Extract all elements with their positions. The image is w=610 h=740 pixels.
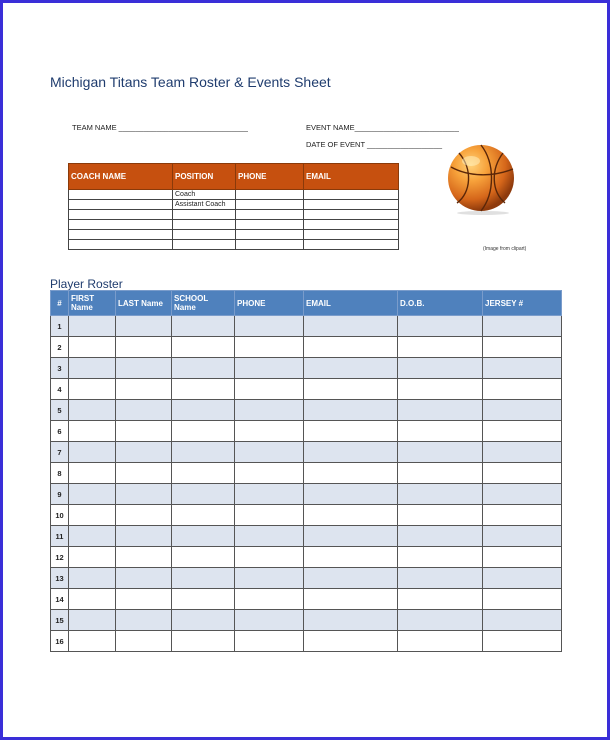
roster-cell[interactable] bbox=[172, 421, 235, 442]
coach-table-cell[interactable] bbox=[69, 240, 173, 250]
roster-header-cell: # bbox=[51, 291, 69, 316]
roster-row bbox=[51, 379, 562, 400]
roster-cell[interactable] bbox=[116, 358, 172, 379]
coach-table-cell[interactable] bbox=[236, 200, 304, 210]
coach-table-cell[interactable] bbox=[69, 200, 173, 210]
roster-cell[interactable] bbox=[116, 631, 172, 652]
roster-cell[interactable] bbox=[235, 379, 304, 400]
coach-header-cell: COACH NAME bbox=[69, 164, 173, 190]
row-number: 4 bbox=[51, 379, 69, 400]
roster-cell[interactable] bbox=[483, 589, 562, 610]
roster-cell[interactable] bbox=[398, 337, 483, 358]
roster-row bbox=[51, 337, 562, 358]
roster-row bbox=[51, 484, 562, 505]
roster-cell[interactable] bbox=[304, 547, 398, 568]
coach-table-cell[interactable]: Assistant Coach bbox=[173, 200, 236, 210]
roster-cell[interactable] bbox=[69, 568, 116, 589]
coach-table bbox=[68, 163, 399, 250]
roster-cell[interactable] bbox=[483, 526, 562, 547]
roster-cell[interactable] bbox=[235, 526, 304, 547]
team-name-field[interactable]: TEAM NAME _______________________________ bbox=[72, 123, 248, 132]
roster-cell[interactable] bbox=[483, 358, 562, 379]
coach-table-cell[interactable] bbox=[173, 220, 236, 230]
roster-cell[interactable] bbox=[304, 379, 398, 400]
roster-cell[interactable] bbox=[398, 316, 483, 337]
coach-table-cell[interactable] bbox=[304, 230, 399, 240]
roster-table-header bbox=[51, 291, 562, 316]
roster-cell[interactable] bbox=[483, 421, 562, 442]
coach-table-cell[interactable] bbox=[173, 230, 236, 240]
roster-cell[interactable] bbox=[483, 442, 562, 463]
row-number: 15 bbox=[51, 610, 69, 631]
row-number: 8 bbox=[51, 463, 69, 484]
coach-table-cell[interactable] bbox=[304, 210, 399, 220]
roster-row bbox=[51, 316, 562, 337]
roster-row bbox=[51, 568, 562, 589]
roster-cell[interactable] bbox=[69, 442, 116, 463]
coach-table-cell[interactable] bbox=[304, 200, 399, 210]
coach-table-row bbox=[69, 200, 399, 210]
roster-cell[interactable] bbox=[116, 484, 172, 505]
row-number: 9 bbox=[51, 484, 69, 505]
roster-header-cell: LAST Name bbox=[116, 291, 172, 316]
roster-cell[interactable] bbox=[235, 421, 304, 442]
roster-cell[interactable] bbox=[304, 631, 398, 652]
coach-table-cell[interactable] bbox=[236, 220, 304, 230]
roster-cell[interactable] bbox=[116, 547, 172, 568]
roster-header-cell: EMAIL bbox=[304, 291, 398, 316]
roster-cell[interactable] bbox=[398, 484, 483, 505]
roster-cell[interactable] bbox=[304, 568, 398, 589]
roster-cell[interactable] bbox=[483, 505, 562, 526]
roster-cell[interactable] bbox=[304, 316, 398, 337]
roster-header-cell: FIRST Name bbox=[69, 291, 116, 316]
roster-cell[interactable] bbox=[304, 400, 398, 421]
roster-cell[interactable] bbox=[116, 421, 172, 442]
row-number: 16 bbox=[51, 631, 69, 652]
row-number: 13 bbox=[51, 568, 69, 589]
coach-table-cell[interactable] bbox=[236, 190, 304, 200]
roster-cell[interactable] bbox=[398, 610, 483, 631]
roster-title: Player Roster bbox=[50, 277, 123, 291]
roster-cell[interactable] bbox=[116, 316, 172, 337]
roster-cell[interactable] bbox=[172, 463, 235, 484]
roster-cell[interactable] bbox=[172, 547, 235, 568]
roster-cell[interactable] bbox=[304, 463, 398, 484]
roster-cell[interactable] bbox=[172, 358, 235, 379]
roster-cell[interactable] bbox=[398, 547, 483, 568]
row-number: 7 bbox=[51, 442, 69, 463]
roster-cell[interactable] bbox=[398, 568, 483, 589]
roster-cell[interactable] bbox=[116, 610, 172, 631]
coach-table-cell[interactable] bbox=[69, 210, 173, 220]
coach-table-cell[interactable] bbox=[236, 240, 304, 250]
row-number: 12 bbox=[51, 547, 69, 568]
roster-cell[interactable] bbox=[304, 358, 398, 379]
coach-table-row bbox=[69, 240, 399, 250]
coach-table-cell[interactable] bbox=[69, 220, 173, 230]
roster-cell[interactable] bbox=[235, 505, 304, 526]
roster-cell[interactable] bbox=[398, 463, 483, 484]
coach-table-row bbox=[69, 230, 399, 240]
roster-cell[interactable] bbox=[235, 631, 304, 652]
roster-header-cell: SCHOOL Name bbox=[172, 291, 235, 316]
roster-cell[interactable] bbox=[398, 589, 483, 610]
roster-cell[interactable] bbox=[69, 358, 116, 379]
roster-cell[interactable] bbox=[172, 484, 235, 505]
row-number: 6 bbox=[51, 421, 69, 442]
roster-cell[interactable] bbox=[235, 463, 304, 484]
roster-row bbox=[51, 442, 562, 463]
roster-cell[interactable] bbox=[116, 379, 172, 400]
roster-cell[interactable] bbox=[235, 316, 304, 337]
coach-table-cell[interactable] bbox=[173, 210, 236, 220]
roster-cell[interactable] bbox=[172, 568, 235, 589]
roster-cell[interactable] bbox=[304, 610, 398, 631]
roster-cell[interactable] bbox=[172, 505, 235, 526]
roster-cell[interactable] bbox=[69, 526, 116, 547]
player-roster-table bbox=[50, 290, 562, 652]
roster-cell[interactable] bbox=[172, 589, 235, 610]
roster-row bbox=[51, 463, 562, 484]
roster-cell[interactable] bbox=[304, 442, 398, 463]
roster-cell[interactable] bbox=[483, 568, 562, 589]
coach-header-cell: PHONE bbox=[236, 164, 304, 190]
roster-cell[interactable] bbox=[116, 589, 172, 610]
roster-cell[interactable] bbox=[304, 337, 398, 358]
roster-cell[interactable] bbox=[172, 442, 235, 463]
roster-cell[interactable] bbox=[398, 421, 483, 442]
roster-cell[interactable] bbox=[483, 610, 562, 631]
roster-cell[interactable] bbox=[483, 631, 562, 652]
row-number: 10 bbox=[51, 505, 69, 526]
roster-cell[interactable] bbox=[483, 484, 562, 505]
row-number: 1 bbox=[51, 316, 69, 337]
roster-header-cell: PHONE bbox=[235, 291, 304, 316]
roster-cell[interactable] bbox=[69, 421, 116, 442]
roster-cell[interactable] bbox=[483, 547, 562, 568]
coach-table-cell[interactable] bbox=[304, 240, 399, 250]
coach-table-cell[interactable] bbox=[304, 190, 399, 200]
roster-cell[interactable] bbox=[235, 358, 304, 379]
roster-cell[interactable] bbox=[69, 316, 116, 337]
coach-table-row bbox=[69, 220, 399, 230]
roster-cell[interactable] bbox=[398, 526, 483, 547]
roster-cell[interactable] bbox=[235, 337, 304, 358]
roster-cell[interactable] bbox=[69, 463, 116, 484]
roster-cell[interactable] bbox=[398, 631, 483, 652]
roster-cell[interactable] bbox=[235, 589, 304, 610]
roster-row bbox=[51, 547, 562, 568]
roster-cell[interactable] bbox=[398, 505, 483, 526]
roster-cell[interactable] bbox=[69, 400, 116, 421]
event-name-field[interactable]: EVENT NAME_________________________ bbox=[306, 123, 459, 132]
roster-cell[interactable] bbox=[69, 505, 116, 526]
row-number: 14 bbox=[51, 589, 69, 610]
roster-row bbox=[51, 526, 562, 547]
roster-cell[interactable] bbox=[116, 526, 172, 547]
roster-cell[interactable] bbox=[304, 484, 398, 505]
coach-table-cell[interactable] bbox=[69, 190, 173, 200]
roster-cell[interactable] bbox=[116, 505, 172, 526]
roster-cell[interactable] bbox=[172, 337, 235, 358]
roster-cell[interactable] bbox=[69, 337, 116, 358]
roster-cell[interactable] bbox=[235, 610, 304, 631]
roster-cell[interactable] bbox=[116, 568, 172, 589]
document-title: Michigan Titans Team Roster & Events Sheet bbox=[50, 74, 331, 90]
row-number: 11 bbox=[51, 526, 69, 547]
roster-cell[interactable] bbox=[69, 589, 116, 610]
roster-row bbox=[51, 400, 562, 421]
roster-cell[interactable] bbox=[483, 400, 562, 421]
roster-cell[interactable] bbox=[483, 316, 562, 337]
roster-row bbox=[51, 358, 562, 379]
roster-cell[interactable] bbox=[172, 379, 235, 400]
roster-header-cell: D.O.B. bbox=[398, 291, 483, 316]
date-of-event-field[interactable]: DATE OF EVENT __________________ bbox=[306, 140, 443, 149]
roster-header-cell: JERSEY # bbox=[483, 291, 562, 316]
roster-cell[interactable] bbox=[69, 484, 116, 505]
coach-header-cell: POSITION bbox=[173, 164, 236, 190]
roster-cell[interactable] bbox=[172, 610, 235, 631]
roster-row bbox=[51, 589, 562, 610]
roster-cell[interactable] bbox=[69, 379, 116, 400]
roster-cell[interactable] bbox=[69, 631, 116, 652]
roster-cell[interactable] bbox=[172, 631, 235, 652]
image-caption: (Image from clipart) bbox=[483, 246, 527, 252]
roster-cell[interactable] bbox=[398, 442, 483, 463]
roster-cell[interactable] bbox=[235, 568, 304, 589]
roster-cell[interactable] bbox=[304, 421, 398, 442]
roster-row bbox=[51, 631, 562, 652]
roster-cell[interactable] bbox=[235, 442, 304, 463]
roster-cell[interactable] bbox=[398, 379, 483, 400]
coach-table-cell[interactable] bbox=[236, 210, 304, 220]
roster-cell[interactable] bbox=[483, 463, 562, 484]
coach-table-cell[interactable]: Coach bbox=[173, 190, 236, 200]
roster-cell[interactable] bbox=[398, 400, 483, 421]
roster-cell[interactable] bbox=[116, 442, 172, 463]
row-number: 5 bbox=[51, 400, 69, 421]
roster-row bbox=[51, 421, 562, 442]
coach-table-cell[interactable] bbox=[236, 230, 304, 240]
roster-cell[interactable] bbox=[235, 400, 304, 421]
roster-cell[interactable] bbox=[235, 484, 304, 505]
roster-cell[interactable] bbox=[172, 400, 235, 421]
roster-cell[interactable] bbox=[483, 337, 562, 358]
roster-cell[interactable] bbox=[69, 547, 116, 568]
roster-cell[interactable] bbox=[483, 379, 562, 400]
coach-table-cell[interactable] bbox=[173, 240, 236, 250]
roster-row bbox=[51, 610, 562, 631]
row-number: 3 bbox=[51, 358, 69, 379]
basketball-icon bbox=[445, 143, 517, 215]
roster-cell[interactable] bbox=[172, 316, 235, 337]
coach-header-cell: EMAIL bbox=[304, 164, 399, 190]
roster-cell[interactable] bbox=[304, 526, 398, 547]
coach-table-cell[interactable] bbox=[69, 230, 173, 240]
roster-cell[interactable] bbox=[69, 610, 116, 631]
roster-cell[interactable] bbox=[116, 400, 172, 421]
row-number: 2 bbox=[51, 337, 69, 358]
roster-cell[interactable] bbox=[398, 358, 483, 379]
roster-cell[interactable] bbox=[172, 526, 235, 547]
roster-cell[interactable] bbox=[116, 463, 172, 484]
roster-cell[interactable] bbox=[304, 505, 398, 526]
roster-row bbox=[51, 505, 562, 526]
coach-table-row bbox=[69, 190, 399, 200]
coach-table-header bbox=[69, 164, 399, 190]
roster-cell[interactable] bbox=[116, 337, 172, 358]
roster-cell[interactable] bbox=[235, 547, 304, 568]
roster-cell[interactable] bbox=[304, 589, 398, 610]
coach-table-cell[interactable] bbox=[304, 220, 399, 230]
coach-table-row bbox=[69, 210, 399, 220]
